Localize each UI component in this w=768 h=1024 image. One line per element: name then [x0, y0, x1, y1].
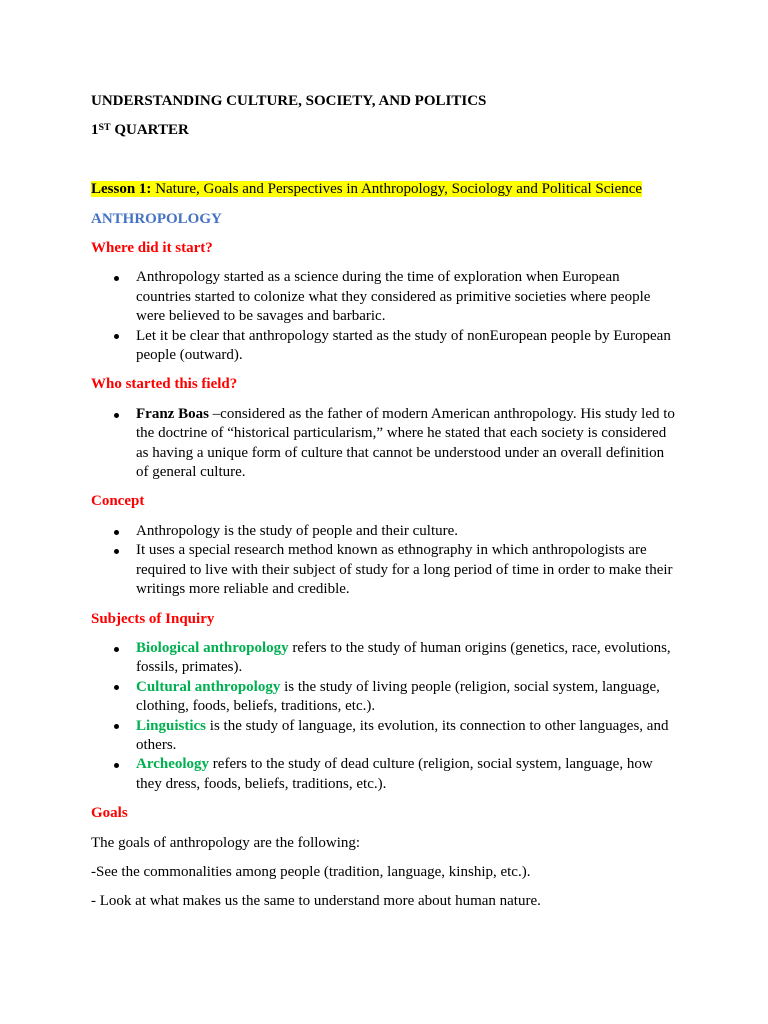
bullet-marker — [114, 276, 119, 281]
document-title: UNDERSTANDING CULTURE, SOCIETY, AND POLITICS — [91, 93, 487, 109]
item-line — [136, 755, 768, 774]
quarter-label: QUARTER — [114, 122, 189, 139]
list-item — [91, 405, 768, 483]
item-line — [136, 405, 768, 424]
list-item — [91, 268, 768, 326]
item-line: Let it be clear that anthropology started as the study of nonEuropean people by European — [136, 327, 671, 344]
heading-concept: Concept — [91, 493, 145, 510]
goal-point: -See the commonalities among people (tradition, language, kinship, etc.). — [91, 863, 531, 880]
item-line: as having a unique form of culture that cannot be understood under an overall definition — [136, 444, 665, 461]
item-line-text: refers to the study of dead culture (religion, social system, language, how — [212, 756, 653, 773]
blank-paragraph — [91, 151, 768, 170]
list-item — [91, 678, 768, 717]
lesson-heading — [91, 180, 768, 199]
item-line: It uses a special research method known as ethnography in which anthropologists are — [136, 542, 647, 559]
goals-intro: The goals of anthropology are the following: — [91, 834, 361, 851]
bullet-marker — [114, 724, 119, 729]
bullet-marker — [114, 685, 119, 690]
list-item — [91, 522, 768, 541]
quarter-heading — [91, 121, 768, 140]
bullet-marker — [114, 763, 119, 768]
bullet-marker — [114, 334, 119, 339]
bullet-marker — [114, 647, 119, 652]
item-line: were believed to be savages and barbaric. — [136, 308, 386, 325]
item-line — [136, 678, 768, 697]
heading-who-started-this-field: Who started this field? — [91, 376, 238, 393]
item-line: Anthropology started as a science during the time of exploration when European — [136, 269, 620, 286]
goal-point: - Look at what makes us the same to understand more about human nature. — [91, 893, 541, 910]
subject-term: Cultural anthropology — [136, 678, 281, 695]
lesson-label: Lesson 1: — [91, 181, 152, 198]
subject-term: Archeology — [136, 756, 210, 773]
item-line: the doctrine of “historical particularism,” where he stated that each society is considered — [136, 425, 667, 442]
lesson-highlight — [91, 181, 642, 197]
bullet-marker — [114, 530, 119, 535]
item-line: countries started to colonize what they considered as primitive societies where people — [136, 288, 651, 305]
quarter-superscript: ST — [98, 122, 111, 134]
list-item — [91, 639, 768, 678]
list-item — [91, 755, 768, 794]
item-line: others. — [136, 736, 177, 753]
section-title: ANTHROPOLOGY — [91, 210, 222, 227]
list-item — [91, 541, 768, 599]
list-item — [91, 327, 768, 366]
list-item — [91, 717, 768, 756]
item-line-text: is the study of living people (religion, social system, language, — [284, 678, 660, 695]
item-line: fossils, primates). — [136, 659, 243, 676]
bullet-marker — [114, 549, 119, 554]
heading-subjects-of-inquiry: Subjects of Inquiry — [91, 610, 215, 627]
item-line-text: refers to the study of human origins (genetics, race, evolutions, — [292, 639, 671, 656]
item-line-text: is the study of language, its evolution, its connection to other languages, and — [209, 717, 669, 734]
bullet-marker — [114, 413, 119, 418]
heading-where-did-it-start: Where did it start? — [91, 240, 213, 257]
subject-term: Linguistics — [136, 717, 207, 734]
item-line — [136, 717, 768, 736]
heading-goals: Goals — [91, 805, 128, 822]
item-line: they dress, foods, beliefs, traditions, etc.). — [136, 775, 387, 792]
item-line: required to live with their subject of study for a long period of time in order to make their — [136, 561, 673, 578]
item-line: clothing, foods, beliefs, traditions, etc.). — [136, 698, 376, 715]
subject-term: Biological anthropology — [136, 639, 289, 656]
item-line — [136, 639, 768, 658]
list-who-started-this-field — [91, 405, 768, 483]
person-name: Franz Boas — [136, 405, 209, 422]
item-line: Anthropology is the study of people and their culture. — [136, 522, 459, 539]
list-subjects-of-inquiry — [91, 639, 768, 794]
item-line-text: –considered as the father of modern American anthropology. His study led to — [212, 405, 675, 422]
item-line: of general culture. — [136, 464, 246, 481]
list-concept — [91, 522, 768, 600]
list-where-did-it-start — [91, 268, 768, 365]
item-line: people (outward). — [136, 347, 243, 364]
item-line: writings more reliable and credible. — [136, 581, 350, 598]
quarter-number: 1 — [91, 122, 99, 139]
lesson-title: Nature, Goals and Perspectives in Anthropology, Sociology and Political Science — [155, 181, 643, 198]
